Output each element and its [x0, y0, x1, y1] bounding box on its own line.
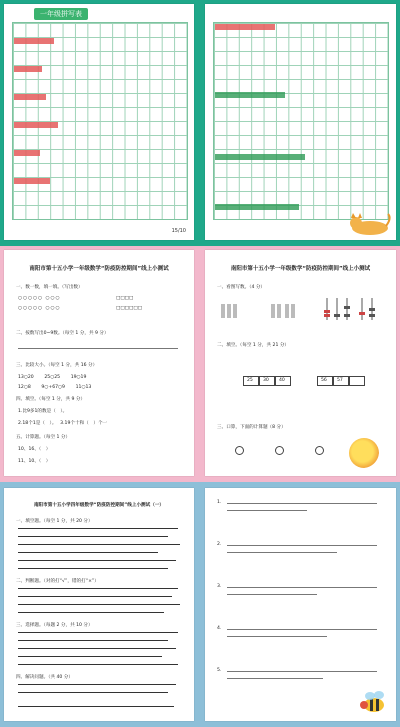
- green-highlight: [215, 92, 285, 98]
- compare-circle: [275, 446, 284, 455]
- answer-line: [18, 348, 178, 349]
- question: 三、选择题。（每题 2 分，共 10 分）: [16, 623, 93, 628]
- text-line: [227, 671, 377, 672]
- red-highlight: [14, 38, 54, 44]
- worksheet-title: 一年级拼写表: [34, 8, 88, 20]
- text-line: [227, 636, 327, 637]
- number-box: 57: [333, 376, 349, 386]
- text-line: [18, 536, 168, 537]
- worksheet-page-1: [4, 4, 194, 240]
- fill-row: 1.比9多1的数是（ ）。: [18, 409, 68, 414]
- question: 二、按数写出0~9数。（每空 1 分，共 9 分）: [16, 331, 109, 336]
- calc-row: 10、16、（ ）: [18, 447, 51, 452]
- red-highlight: [14, 178, 50, 184]
- cat-illustration: [346, 210, 392, 236]
- question: 五、计算题。（每空 1 分）: [16, 435, 71, 440]
- question: 四、解决问题。（共 40 分）: [16, 675, 73, 680]
- number-box: 56: [317, 376, 333, 386]
- test-title: 南阳市第十五小学四年级数学“防疫防控期间”线上小测试（一）: [33, 503, 165, 508]
- red-highlight: [215, 24, 275, 30]
- test-page-grade1-b: [205, 250, 396, 476]
- number-box: 25: [243, 376, 259, 386]
- question: 三、比较大小。（每空 1 分，共 16 分）: [16, 363, 98, 368]
- text-line: [18, 612, 164, 613]
- shape-row: ○○○○○ ○○○: [18, 296, 61, 301]
- text-line: [18, 706, 174, 707]
- writing-grid: [12, 22, 188, 220]
- green-highlight: [215, 204, 299, 210]
- text-line: [18, 568, 168, 569]
- red-highlight: [14, 94, 46, 100]
- question: 四、填空。（每空 1 分，共 9 分）: [16, 397, 86, 402]
- compare-circle: [235, 446, 244, 455]
- red-highlight: [14, 150, 40, 156]
- text-line: [18, 648, 176, 649]
- shape-row: □□□□□□: [116, 306, 143, 311]
- question-number: 3.: [217, 584, 222, 589]
- question-number: 1.: [217, 500, 222, 505]
- number-box: [349, 376, 365, 386]
- text-line: [227, 545, 377, 546]
- compare-circle: [315, 446, 324, 455]
- question: 三、口算，下面的计算题（8 分）: [217, 425, 286, 430]
- text-line: [18, 692, 168, 693]
- text-line: [227, 503, 377, 504]
- red-highlight: [14, 122, 58, 128]
- test-title: 南阳市第十五小学一年级数学“防疫防控期间”线上小测试: [230, 266, 371, 272]
- page-number: 15/10: [171, 228, 186, 234]
- question: 一、看图写数。（4 分）: [217, 285, 266, 290]
- text-line: [18, 544, 180, 545]
- bee-illustration: [356, 689, 390, 715]
- question: 二、判断题。（对的打“√”，错的打“×”）: [16, 579, 99, 584]
- text-line: [227, 552, 337, 553]
- green-highlight: [215, 154, 305, 160]
- text-line: [18, 588, 178, 589]
- test-title: 南阳市第十五小学一年级数学“防疫防控期间”线上小测试: [29, 266, 169, 272]
- text-line: [227, 678, 323, 679]
- shape-row: □□□□: [116, 296, 134, 301]
- text-line: [18, 596, 172, 597]
- calc-row: 11、10、（ ）: [18, 459, 51, 464]
- compare-row: 13○20 25○25 19○19: [18, 375, 87, 380]
- text-line: [227, 510, 307, 511]
- text-line: [18, 632, 178, 633]
- number-box: 40: [275, 376, 291, 386]
- writing-grid: [213, 22, 389, 220]
- text-line: [18, 528, 178, 529]
- text-line: [227, 587, 377, 588]
- counting-pictures: [217, 294, 387, 324]
- worksheet-page-2: [205, 4, 396, 240]
- question-number: 2.: [217, 542, 222, 547]
- text-line: [18, 604, 180, 605]
- test-page-grade4-a: [4, 488, 194, 721]
- question-number: 5.: [217, 668, 222, 673]
- test-page-grade1-a: [4, 250, 194, 476]
- red-highlight: [14, 66, 42, 72]
- question-number: 4.: [217, 626, 222, 631]
- text-line: [18, 684, 176, 685]
- text-line: [227, 629, 377, 630]
- text-line: [18, 656, 162, 657]
- text-line: [18, 664, 178, 665]
- compare-row: 12○8 9○+67○9 11○13: [18, 385, 92, 390]
- fill-row: 2.18个1是（ ）。 3.19个十和（ ）个一: [18, 421, 108, 426]
- text-line: [18, 552, 158, 553]
- question: 一、填空题。（每空 1 分，共 20 分）: [16, 519, 93, 524]
- question: 二、填空。（每空 1 分，共 21 分）: [217, 343, 290, 348]
- shape-row: ○○○○○ ○○○: [18, 306, 61, 311]
- sun-illustration: [349, 438, 379, 468]
- test-page-grade4-b: [205, 488, 396, 721]
- question: 一、数一数，填一填。（写出数）: [16, 285, 83, 290]
- text-line: [227, 594, 317, 595]
- number-box: 30: [259, 376, 275, 386]
- text-line: [18, 560, 176, 561]
- text-line: [18, 640, 168, 641]
